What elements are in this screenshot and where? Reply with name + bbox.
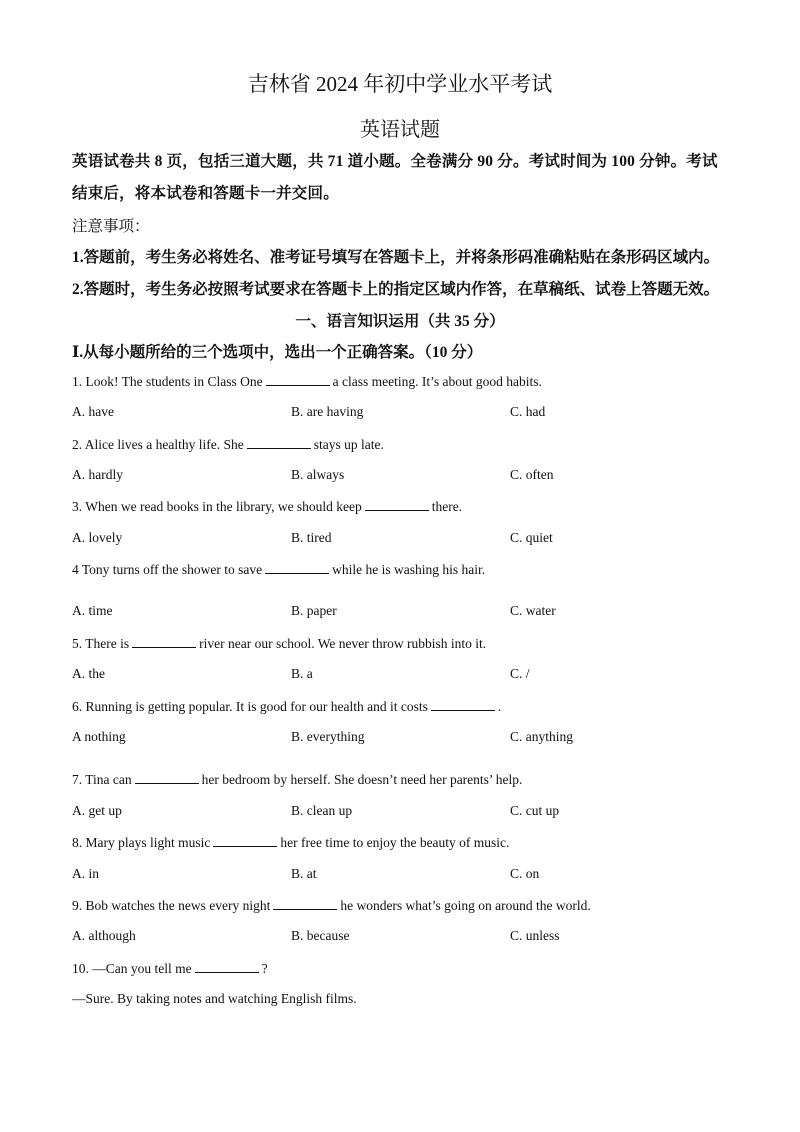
option-a: A. in (72, 866, 99, 881)
answer-blank (135, 771, 199, 784)
option-b: B. clean up (291, 803, 353, 818)
question-stem: 6. Running is getting popular. It is good for our health and it costs . (72, 699, 502, 714)
question-stem: 10. —Can you tell me ? (72, 961, 268, 976)
option-c: C. often (510, 467, 554, 482)
notice-item: 2.答题时，考生务必按照考试要求在答题卡上的指定区域内作答，在草稿纸、试卷上答题无效。 (72, 281, 720, 298)
option-c: C. water (510, 603, 556, 618)
option-b: B. tired (291, 530, 332, 545)
option-a: A. have (72, 404, 114, 419)
question-stem: 1. Look! The students in Class One a class meeting. It’s about good habits. (72, 374, 542, 389)
question-stem: 2. Alice lives a healthy life. She stays up late. (72, 437, 384, 452)
option-c: C. quiet (510, 530, 553, 545)
option-b: B. a (291, 666, 313, 681)
section-heading: 一、语言知识运用（共 35 分） (295, 313, 505, 330)
question-stem: 5. There is river near our school. We never throw rubbish into it. (72, 636, 487, 651)
question-stem: 7. Tina can her bedroom by herself. She doesn’t need her parents’ help. (72, 772, 523, 787)
option-b: B. paper (291, 603, 337, 618)
answer-blank (266, 373, 330, 386)
answer-blank (213, 834, 277, 847)
option-b: B. everything (291, 729, 365, 744)
option-c: C. on (510, 866, 540, 881)
dialogue-reply: —Sure. By taking notes and watching English films. (72, 991, 357, 1006)
notice-heading: 注意事项： (72, 218, 150, 235)
question-stem: 8. Mary plays light music her free time to enjoy the beauty of music. (72, 835, 510, 850)
question-stem: 4 Tony turns off the shower to save while he is washing his hair. (72, 562, 486, 577)
option-a: A. although (72, 928, 136, 943)
option-c: C. had (510, 404, 546, 419)
page-subtitle: 英语试题 (360, 119, 440, 141)
answer-blank (365, 498, 429, 511)
option-b: B. because (291, 928, 350, 943)
answer-blank (195, 960, 259, 973)
option-a: A. the (72, 666, 105, 681)
answer-blank (273, 897, 337, 910)
part-instruction: Ⅰ.从每小题所给的三个选项中，选出一个正确答案。（10 分） (72, 344, 483, 361)
exam-intro: 英语试卷共 8 页，包括三道大题，共 71 道小题。全卷满分 90 分。考试时间为 100 分钟。考试结束后，将本试卷和答题卡一并交回。 (72, 153, 718, 202)
option-a: A. hardly (72, 467, 123, 482)
option-b: B. at (291, 866, 317, 881)
option-a: A. time (72, 603, 113, 618)
page-title: 吉林省 2024 年初中学业水平考试 (247, 72, 553, 96)
answer-blank (247, 436, 311, 449)
option-a: A. lovely (72, 530, 123, 545)
question-stem: 9. Bob watches the news every night he wonders what’s going on around the world. (72, 898, 591, 913)
option-b: B. always (291, 467, 345, 482)
option-c: C. cut up (510, 803, 560, 818)
option-c: C. unless (510, 928, 560, 943)
notice-item: 1.答题前，考生务必将姓名、准考证号填写在答题卡上，并将条形码准确粘贴在条形码区域内。 (72, 249, 720, 266)
option-a: A. get up (72, 803, 122, 818)
option-a: A nothing (72, 729, 126, 744)
answer-blank (132, 635, 196, 648)
answer-blank (431, 698, 495, 711)
option-c: C. / (510, 666, 530, 681)
answer-blank (265, 561, 329, 574)
question-stem: 3. When we read books in the library, we should keep there. (72, 499, 463, 514)
option-b: B. are having (291, 404, 364, 419)
option-c: C. anything (510, 729, 573, 744)
